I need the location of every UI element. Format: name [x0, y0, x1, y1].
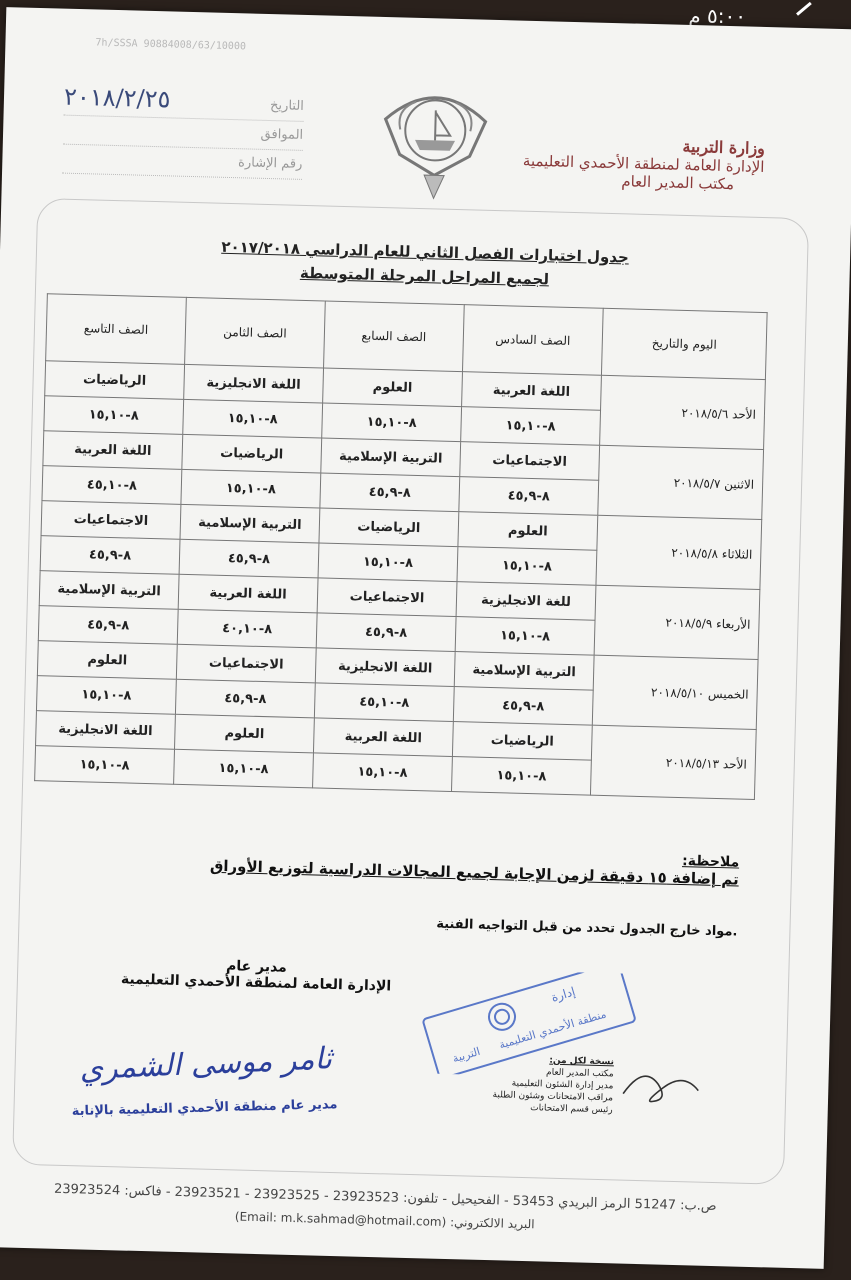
subject-cell: اللغة العربية: [313, 718, 453, 757]
column-header: اليوم والتاريخ: [601, 308, 767, 379]
time-cell: ٨-٤٥,٩: [459, 477, 599, 516]
ministry-heading: [522, 133, 765, 194]
director-title: مدير عام: [225, 958, 288, 976]
subject-cell: العلوم: [323, 368, 463, 407]
copies-title: نسخة لكل من:: [549, 1055, 615, 1068]
subject-cell: الاجتماعيات: [460, 442, 600, 481]
time-cell: ٨-٤٥,٩: [320, 473, 460, 512]
subject-cell: العلوم: [175, 714, 315, 753]
time-cell: ٨-١٥,١٠: [313, 753, 453, 792]
subject-cell: اللغة الانجليزية: [315, 648, 455, 687]
date-cell: الأربعاء ٢٠١٨/٥/٩: [594, 585, 760, 659]
date-row: [63, 82, 305, 122]
column-header: الصف التاسع: [46, 294, 187, 365]
status-time: ٥:٠٠ م: [688, 4, 746, 28]
subject-cell: التربية الإسلامية: [321, 438, 461, 477]
title-line-1: جدول اختبارات الفصل الثاني للعام الدراسي ٢٠١٧/٢٠١٨: [221, 237, 630, 267]
initial-signature: [613, 1058, 704, 1110]
date-cell: الأحد ٢٠١٨/٥/٦: [600, 375, 766, 449]
date-value: ٢٠١٨/٢/٢٥: [63, 82, 171, 114]
column-header: الصف السادس: [462, 305, 603, 376]
stamp-bottom-text: منطقة الأحمدي التعليمية: [497, 1007, 608, 1052]
column-header: الصف السابع: [324, 301, 465, 372]
subject-cell: اللغة العربية: [178, 574, 318, 613]
time-cell: ٨-٤٥,١٠: [42, 466, 182, 505]
subject-cell: العلوم: [37, 641, 177, 680]
ref-label: رقم الإشارة: [237, 155, 303, 172]
ministry-department: الإدارة العامة لمنطقة الأحمدي التعليمية: [522, 151, 765, 176]
time-cell: ٨-٤٥,٩: [40, 536, 180, 575]
director-signature: [69, 1039, 361, 1137]
copy-item: رئيس قسم الامتحانات: [530, 1103, 613, 1116]
subject-cell: الرياضيات: [45, 361, 185, 400]
subject-cell: العلوم: [458, 512, 598, 551]
column-header: الصف الثامن: [185, 297, 326, 368]
corresponding-label: الموافق: [260, 126, 304, 143]
subject-cell: الاجتماعيات: [41, 501, 181, 540]
signature-name: ثامر موسى الشمري: [78, 1041, 333, 1088]
time-cell: ٨-٤٥,٩: [175, 679, 315, 718]
time-cell: ٨-١٥,١٠: [457, 547, 597, 586]
corresponding-row: [63, 118, 304, 151]
time-cell: ٨-٤٥,٩: [38, 606, 178, 645]
time-cell: ٨-١٥,١٠: [36, 676, 176, 715]
subject-cell: الاجتماعيات: [317, 578, 457, 617]
date-cell: الاثنين ٢٠١٨/٥/٧: [598, 445, 764, 519]
time-cell: ٨-١٥,١٠: [318, 543, 458, 582]
time-cell: ٨-٤٠,١٠: [177, 609, 317, 648]
footer: [0, 1180, 795, 1238]
time-cell: ٨-١٥,١٠: [181, 469, 321, 508]
letter-meta: [62, 82, 305, 182]
copy-item: مكتب المدير العام: [545, 1067, 614, 1080]
ministry-name: وزارة التربية: [682, 136, 766, 158]
time-cell: ٨-١٥,١٠: [322, 403, 462, 442]
subject-cell: التربية الإسلامية: [39, 571, 179, 610]
subject-cell: اللغة الانجليزية: [36, 711, 176, 750]
subject-cell: التربية الإسلامية: [454, 652, 594, 691]
subject-cell: اللغة الانجليزية: [184, 364, 324, 403]
time-cell: ٨-٤٥,١٠: [314, 683, 454, 722]
time-cell: ٨-٤٥,٩: [453, 687, 593, 726]
signal-icon: [792, 0, 812, 16]
subject-cell: للغة الانجليزية: [456, 582, 596, 621]
time-cell: ٨-١٥,١٠: [455, 617, 595, 656]
director-org: الإدارة العامة لمنطقة الأحمدي التعليمية: [120, 971, 392, 995]
subject-cell: الرياضيات: [319, 508, 459, 547]
reference-code: 7h/SSSA 90884008/63/10000: [95, 37, 247, 53]
time-cell: ٨-٤٥,٩: [179, 539, 319, 578]
copies-list: [492, 1053, 614, 1116]
footer-contact: ص.ب: 51247 الرمز البريدي 53453 - الفحيحيل - تلفون: 23923523 - 23923525 - 23923521 - فاكس: 23923524: [53, 1181, 717, 1215]
footer-email: البريد الالكتروني: (Email: m.k.sahmad@hotmail.com): [234, 1209, 535, 1232]
subject-cell: اللغة العربية: [43, 431, 183, 470]
note-text: تم إضافة ١٥ دقيقة لزمن الإجابة لجميع المجالات الدراسية لتوزيع الأوراق: [209, 856, 740, 889]
ministry-office: مكتب المدير العام: [621, 172, 735, 194]
exam-schedule-table: [34, 293, 768, 800]
time-cell: ٨-١٥,١٠: [35, 746, 175, 785]
copy-item: مدير إدارة الشئون التعليمية: [511, 1078, 614, 1092]
subject-cell: الاجتماعيات: [176, 644, 316, 683]
date-cell: الثلاثاء ٢٠١٨/٥/٨: [596, 515, 762, 589]
subject-cell: الرياضيات: [182, 434, 322, 473]
time-cell: ٨-٤٥,٩: [316, 613, 456, 652]
time-cell: ٨-١٥,١٠: [183, 399, 323, 438]
time-cell: ٨-١٥,١٠: [461, 407, 601, 446]
note-extra: .مواد خارج الجدول تحدد من قبل التواجيه الفنية: [436, 916, 738, 940]
ref-row: [62, 147, 303, 180]
copy-item: مراقب الامتحانات وشئون الطلبة: [492, 1090, 614, 1104]
time-cell: ٨-١٥,١٠: [44, 396, 184, 435]
time-cell: ٨-١٥,١٠: [174, 749, 314, 788]
time-cell: ٨-١٥,١٠: [451, 757, 591, 796]
date-label: التاريخ: [269, 98, 305, 114]
subject-cell: اللغة العربية: [462, 372, 602, 411]
document-page: [0, 7, 851, 1269]
date-cell: الخميس ٢٠١٨/٥/١٠: [592, 655, 758, 729]
stamp-top-text: إدارة: [549, 984, 577, 1005]
kuwait-emblem-icon: [373, 79, 496, 202]
signature-caption: مدير عام منطقة الأحمدي التعليمية بالإنابة: [71, 1097, 338, 1120]
date-cell: الأحد ٢٠١٨/٥/١٣: [590, 725, 756, 799]
subject-cell: التربية الإسلامية: [180, 504, 320, 543]
title-line-2: لجميع المراحل المرحلة المتوسطة: [299, 263, 550, 289]
subject-cell: الرياضيات: [452, 722, 592, 761]
note-heading: ملاحظة:: [681, 853, 740, 871]
stamp-left-text: التربية: [451, 1044, 482, 1066]
